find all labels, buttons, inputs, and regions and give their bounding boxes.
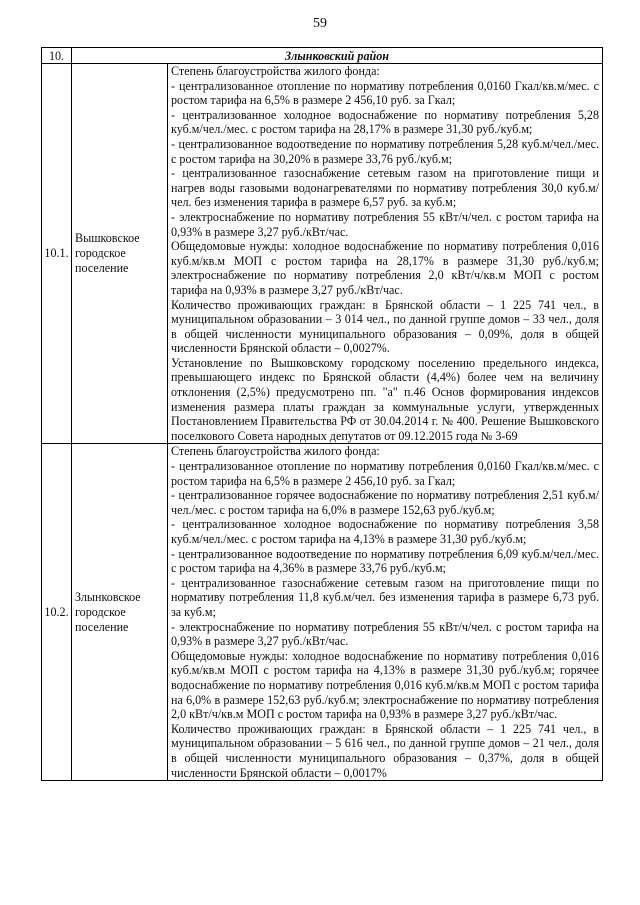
description-line: - централизованное водоотведение по нормативу потребления 5,28 куб.м/чел./мес. с ростом тарифа на 30,20% в размере 33,76 руб./куб.м;	[171, 136, 600, 166]
description-line: Установление по Вышковскому городскому поселению предельного индекса, превышающего индекс по Брянской области (4,4%) более чем на величину отклонения (2,5%) предусмотрено пп. "а" п.46 Основ формирования индексов изменения размера платы граждан за коммунальные услуги, утвержденных Постановлением Правительства РФ от 30.04.2014 г. № 400. Решение Вышковского поселкового Совета народных депутатов от 09.12.2015 года № 3-69	[171, 355, 600, 443]
description-line: - электроснабжение по нормативу потребления 55 кВт/ч/чел. с ростом тарифа на 0,93% в размере 3,27 руб./кВт/час.	[171, 619, 600, 649]
tariff-table	[41, 47, 603, 781]
page-number: 59	[313, 16, 327, 31]
settlement-name: Вышковское городское поселение	[72, 64, 168, 444]
row-number: 10.2.	[42, 444, 72, 781]
description-line: Общедомовые нужды: холодное водоснабжение по нормативу потребления 0,016 куб.м/кв.м МОП с ростом тарифа на 28,17% в размере 31,30 руб./куб.м; электроснабжение по нормативу потребления 2,0 кВт/ч/кв.м МОП с ростом тарифа на 0,93% в размере 3,27 руб./кВт/час.	[171, 239, 600, 297]
settlement-name: Злынковское городское поселение	[72, 444, 168, 781]
district-header-row	[42, 48, 603, 64]
description-line: Количество проживающих граждан: в Брянской области – 1 225 741 чел., в муниципальном образовании – 5 616 чел., по данной группе домов – 21 чел., доля в общей численности муниципального образования – 0,37%, доля в общей численности Брянской области – 0,0017%	[171, 721, 600, 780]
description-line: Количество проживающих граждан: в Брянской области – 1 225 741 чел., в муниципальном образовании – 3 014 чел., по данной группе домов – 33 чел., доля в общей численности муниципального образования – 0,09%, доля в общей численности Брянской области – 0,0027%.	[171, 297, 600, 356]
row-number: 10.1.	[42, 64, 72, 444]
description-line: - электроснабжение по нормативу потребления 55 кВт/ч/чел. с ростом тарифа на 0,93% в размере 3,27 руб./кВт/час.	[171, 209, 600, 239]
description-line: - централизованное отопление по нормативу потребления 0,0160 Гкал/кв.м/мес. с ростом тарифа на 6,5% в размере 2 456,10 руб. за Гкал;	[171, 459, 600, 488]
district-title: Злынковский район	[72, 48, 603, 64]
settlement-description	[168, 444, 603, 781]
settlement-description	[168, 64, 603, 444]
description-line: - централизованное газоснабжение сетевым газом на приготовление пищи по нормативу потребления 11,8 куб.м/чел. без изменения тарифа в размере 6,73 руб. за куб.м;	[171, 575, 600, 619]
description-line: - централизованное отопление по нормативу потребления 0,0160 Гкал/кв.м/мес. с ростом тарифа на 6,5% в размере 2 456,10 руб. за Гкал;	[171, 78, 600, 108]
description-line: Степень благоустройства жилого фонда:	[171, 64, 380, 78]
district-number: 10.	[42, 48, 72, 64]
description-line: Общедомовые нужды: холодное водоснабжение по нормативу потребления 0,016 куб.м/кв.м МОП с ростом тарифа на 4,13% в размере 31,30 руб./куб.м; горячее водоснабжение по нормативу потребления 0,016 куб.м/кв.м МОП с ростом тарифа на 6,0% в размере 152,63 руб./куб.м; электроснабжение по нормативу потребления 2,0 кВт/ч/кв.м МОП с ростом тарифа на 0,93% в размере 3,27 руб./кВт/час.	[171, 648, 600, 722]
description-line: - централизованное водоотведение по нормативу потребления 6,09 куб.м/чел./мес. с ростом тарифа на 4,36% в размере 33,76 руб./куб.м;	[171, 546, 600, 576]
table-row	[42, 64, 603, 444]
description-line: - централизованное холодное водоснабжение по нормативу потребления 3,58 куб.м/чел./мес. с ростом тарифа на 4,13% в размере 31,30 руб./куб.м;	[171, 517, 600, 546]
description-line: - централизованное газоснабжение сетевым газом на приготовление пищи и нагрев воды газовыми водонагревателями по нормативу потребления 30,0 куб.м/чел. без изменения тарифа в размере 6,57 руб. за куб.м;	[171, 166, 600, 210]
description-line: Степень благоустройства жилого фонда:	[171, 444, 380, 459]
table-row	[42, 444, 603, 781]
description-line: - централизованное холодное водоснабжение по нормативу потребления 5,28 куб.м/чел./мес. с ростом тарифа на 28,17% в размере 31,30 руб./куб.м;	[171, 107, 600, 137]
description-line: - централизованное горячее водоснабжение по нормативу потребления 2,51 куб.м/чел./мес. с ростом тарифа на 6,0% в размере 152,63 руб./куб.м;	[171, 488, 600, 517]
